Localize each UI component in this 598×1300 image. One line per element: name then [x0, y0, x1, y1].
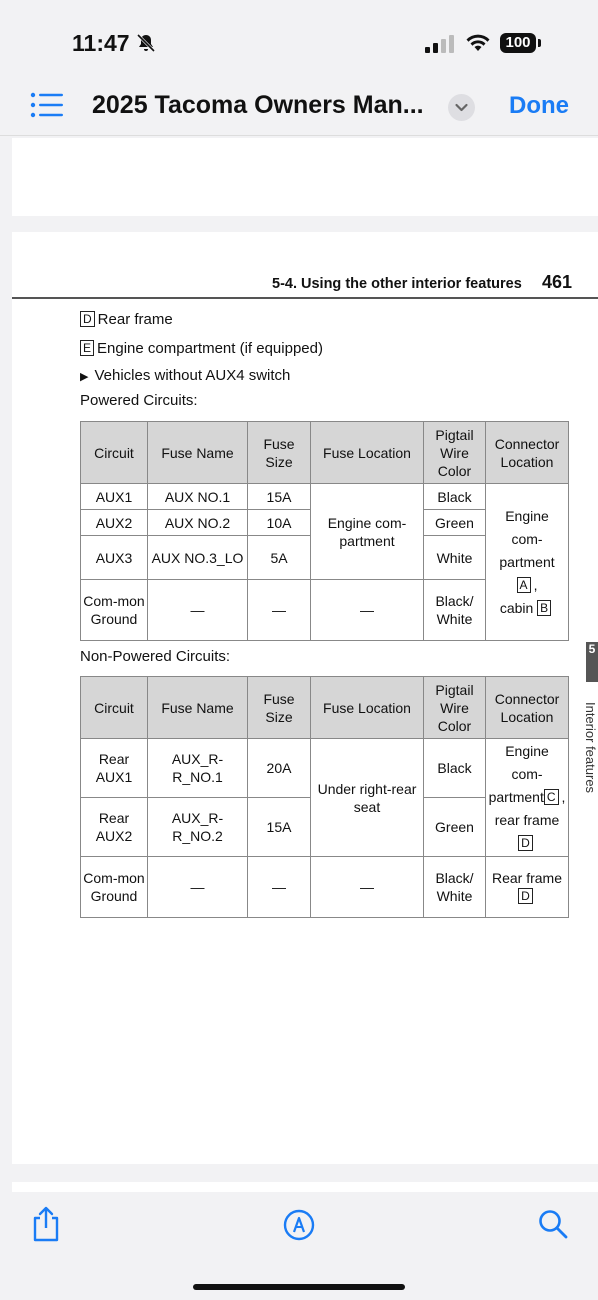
triangle-bullet-icon: ▶	[80, 371, 89, 383]
chevron-down-icon[interactable]	[448, 94, 475, 121]
cell-fuse-name: —	[148, 580, 248, 641]
col-fuse-name: Fuse Name	[148, 422, 248, 484]
powered-heading: Powered Circuits:	[80, 392, 198, 409]
label-box-a: A	[517, 577, 531, 593]
status-time: 11:47	[72, 30, 130, 56]
table-row	[81, 739, 569, 798]
col-fuse-size: Fuse Size	[248, 422, 311, 484]
label-box-d: D	[80, 311, 95, 327]
bottom-toolbar	[0, 1192, 598, 1300]
cell-fuse-name: AUX_R-R_NO.1	[148, 739, 248, 798]
wifi-icon	[465, 33, 491, 58]
cell-fuse-name: AUX NO.3_LO	[148, 536, 248, 580]
cell-fuse-size: 5A	[248, 536, 311, 580]
label-box-e: E	[80, 340, 94, 356]
col-circuit: Circuit	[81, 677, 148, 739]
cell-wire-color: White	[424, 536, 486, 580]
location-d-line	[80, 311, 173, 328]
nav-bar	[0, 80, 598, 136]
label-box-d: D	[518, 888, 533, 904]
table-header-row	[81, 422, 569, 484]
cell-fuse-location: —	[311, 580, 424, 641]
search-icon[interactable]	[538, 1209, 568, 1244]
location-e-text: Engine compartment (if equipped)	[97, 340, 323, 357]
markup-icon[interactable]	[283, 1209, 315, 1246]
share-icon[interactable]	[31, 1206, 61, 1247]
col-fuse-name: Fuse Name	[148, 677, 248, 739]
chapter-label-text: Interior features	[583, 702, 598, 794]
cell-circuit: AUX1	[81, 484, 148, 510]
home-indicator	[193, 1284, 405, 1290]
cell-wire-color: Black/ White	[424, 857, 486, 918]
connector-ground-text: Rear frame	[491, 870, 563, 886]
header-rule	[12, 297, 598, 299]
cell-fuse-size: 10A	[248, 510, 311, 536]
cell-wire-color: Green	[424, 798, 486, 857]
cell-fuse-size: —	[248, 580, 311, 641]
document-page	[12, 232, 598, 1164]
col-wire-color: Pigtail Wire Color	[424, 422, 486, 484]
location-d-text: Rear frame	[97, 311, 173, 328]
document-title: 2025 Tacoma Owners Man...	[92, 91, 424, 119]
next-page	[12, 1182, 598, 1192]
cell-connector: Engine com-partment C , rear frame D	[486, 739, 569, 857]
cell-fuse-name: AUX NO.1	[148, 484, 248, 510]
nonpowered-heading: Non-Powered Circuits:	[80, 648, 231, 665]
vehicles-note-line	[80, 367, 290, 384]
cell-fuse-location: —	[311, 857, 424, 918]
col-connector: Connector Location	[486, 422, 569, 484]
battery-icon: 100	[500, 33, 536, 53]
cell-wire-color: Black	[424, 484, 486, 510]
cell-fuse-size: 15A	[248, 484, 311, 510]
cell-wire-color: Black	[424, 739, 486, 798]
col-fuse-size: Fuse Size	[248, 677, 311, 739]
cell-fuse-name: —	[148, 857, 248, 918]
location-e-line	[80, 340, 323, 357]
connector-text: Engine com-partment	[499, 507, 555, 570]
chapter-label	[580, 702, 598, 822]
list-icon[interactable]	[30, 92, 64, 123]
page-number: 461	[542, 272, 573, 292]
nonpowered-circuits-table	[80, 676, 569, 918]
cell-circuit: AUX2	[81, 510, 148, 536]
cellular-signal-icon	[425, 34, 455, 59]
table-row	[81, 857, 569, 918]
battery-tip	[538, 39, 541, 47]
label-box-b: B	[537, 600, 551, 616]
label-box-c: C	[544, 789, 559, 805]
previous-page	[12, 138, 598, 216]
col-connector: Connector Location	[486, 677, 569, 739]
cell-connector: Engine com-partment A , cabin B	[486, 484, 569, 641]
cell-wire-color: Green	[424, 510, 486, 536]
cell-circuit: Rear AUX2	[81, 798, 148, 857]
connector-text: Engine com-partment	[488, 743, 549, 805]
section-header: 5-4. Using the other interior features	[272, 276, 522, 292]
cell-circuit: Rear AUX1	[81, 739, 148, 798]
col-circuit: Circuit	[81, 422, 148, 484]
connector-cabin: cabin	[499, 599, 534, 616]
cell-circuit: Com-mon Ground	[81, 857, 148, 918]
cell-connector	[486, 857, 569, 918]
cell-circuit: AUX3	[81, 536, 148, 580]
cell-fuse-size: 15A	[248, 798, 311, 857]
table-header-row	[81, 677, 569, 739]
col-wire-color: Pigtail Wire Color	[424, 677, 486, 739]
cell-fuse-location: Engine com-partment	[311, 484, 424, 580]
cell-fuse-location: Under right-rear seat	[311, 739, 424, 857]
cell-wire-color: Black/ White	[424, 580, 486, 641]
connector-rear: rear frame	[494, 812, 560, 828]
cell-fuse-name: AUX_R-R_NO.2	[148, 798, 248, 857]
table-row	[81, 484, 569, 510]
bell-slash-icon	[136, 33, 156, 58]
cell-fuse-size: —	[248, 857, 311, 918]
cell-fuse-size: 20A	[248, 739, 311, 798]
vehicles-note: Vehicles without AUX4 switch	[94, 367, 291, 384]
col-fuse-location: Fuse Location	[311, 422, 424, 484]
chapter-tab: 5	[586, 642, 598, 682]
label-box-d: D	[518, 835, 533, 851]
status-bar	[0, 0, 598, 80]
cell-fuse-name: AUX NO.2	[148, 510, 248, 536]
done-button[interactable]: Done	[509, 92, 569, 119]
cell-circuit: Com-mon Ground	[81, 580, 148, 641]
powered-circuits-table	[80, 421, 569, 641]
col-fuse-location: Fuse Location	[311, 677, 424, 739]
